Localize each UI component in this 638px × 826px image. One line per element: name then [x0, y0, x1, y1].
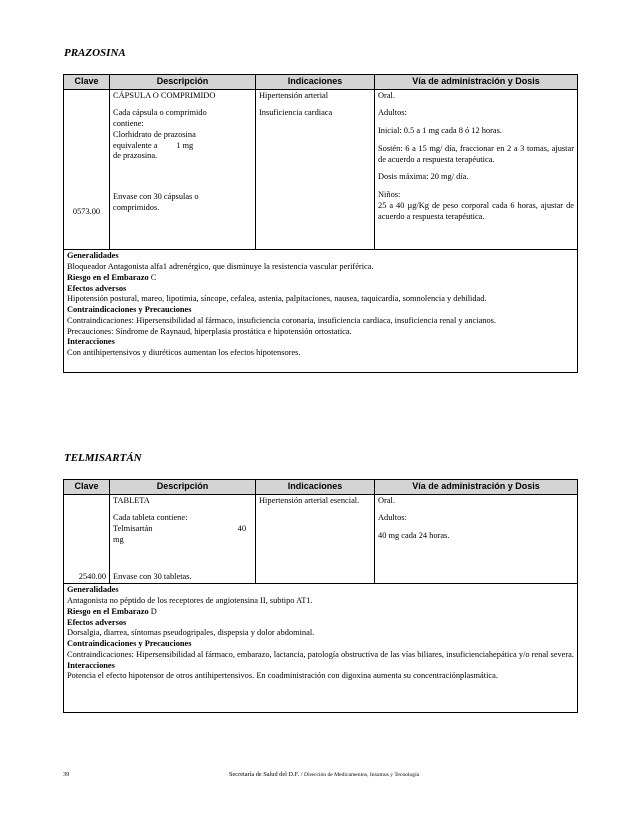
riesgo-value: C	[150, 272, 157, 282]
indication-item: Insuficiencia cardiaca	[259, 108, 333, 118]
general-info-row	[64, 584, 578, 713]
drug-table-telmisartan	[63, 479, 578, 713]
page-number: 39	[63, 771, 70, 778]
indications-cell	[256, 494, 375, 584]
header-clave: Clave	[64, 480, 110, 495]
interacciones-label: Interacciones	[67, 660, 115, 670]
dosage-line: Adultos:	[378, 513, 407, 523]
envase-line: Envase con 30 tabletas.	[113, 571, 192, 581]
contra-text: Contraindicaciones: Hipersensibilidad al fármaco, embarazo, lactancia, patología obstructiva de las vías biliares, insuficienciahepática y/o renal severa.	[67, 649, 574, 659]
drug-title-prazosina: PRAZOSINA	[64, 47, 126, 59]
table-row	[64, 89, 578, 250]
header-indicaciones: Indicaciones	[256, 480, 375, 495]
table-header-row	[64, 480, 578, 495]
clave-cell: 2540.00	[64, 494, 110, 584]
dosage-line: Oral.	[378, 90, 395, 100]
efectos-text: Dorsalgia, diarrea, síntomas pseudogripales, dispepsia y dolor abdominal.	[67, 628, 315, 638]
description-cell	[110, 494, 256, 584]
precauciones-text: Precauciones: Síndrome de Raynaud, hiperplasia prostática e hipotensión ortostatica.	[67, 326, 352, 336]
composition-line: Cada cápsula o comprimido	[113, 108, 207, 118]
table-row	[64, 494, 578, 584]
drug-table-prazosina	[63, 74, 578, 373]
generalidades-text: Antagonista no péptido de los receptores de angiotensina II, subtipo AT1.	[67, 596, 313, 606]
riesgo-line	[67, 273, 574, 284]
riesgo-line	[67, 607, 574, 618]
header-via: Vía de administración y Dosis	[375, 75, 578, 90]
dosage-cell	[375, 494, 578, 584]
efectos-label: Efectos adversos	[67, 617, 127, 627]
form-text: CÁPSULA O COMPRIMIDO	[113, 90, 216, 100]
composition-line: Cada tableta contiene:	[113, 513, 188, 523]
drug-title-telmisartan: TELMISARTÁN	[64, 452, 142, 464]
generalidades-text: Bloqueador Antagonista alfa1 adrenérgico, que disminuye la resistencia vascular periférica.	[67, 262, 374, 272]
composition-block	[113, 108, 252, 162]
header-clave: Clave	[64, 75, 110, 90]
composition-line: de prazosina.	[113, 151, 158, 161]
envase-block	[113, 192, 252, 214]
generalidades-label: Generalidades	[67, 251, 119, 261]
dosage-line: Oral.	[378, 495, 395, 505]
composition-block	[113, 513, 252, 545]
header-descripcion: Descripción	[110, 480, 256, 495]
interacciones-text: Potencia el efecto hipotensor de otros antihipertensivos. En coadministración con digoxina aumenta su concentraciónplasmática.	[67, 671, 498, 681]
composition-amount: 40	[237, 524, 246, 534]
composition-drug: Telmisartán	[113, 524, 153, 534]
indications-cell	[256, 89, 375, 250]
contra-label: Contraindicaciones y Precauciones	[67, 305, 192, 315]
envase-line: comprimidos.	[113, 202, 160, 212]
header-descripcion: Descripción	[110, 75, 256, 90]
header-via: Vía de administración y Dosis	[375, 480, 578, 495]
generalidades-label: Generalidades	[67, 585, 119, 595]
efectos-text: Hipotensión postural, mareo, lipotimia, síncope, cefalea, astenia, palpitaciones, nausea, taquicardia, somnolencia y debilidad.	[67, 294, 487, 304]
dosage-line: Sostén: 6 a 15 mg/ día, fraccionar en 2 a 3 tomas, ajustar de acuerdo a respuesta terapéutica.	[378, 143, 574, 164]
header-indicaciones: Indicaciones	[256, 75, 375, 90]
indication-item: Hipertensión arterial	[259, 90, 329, 100]
general-info-cell	[64, 250, 578, 373]
dosage-line: Niños: 25 a 40 µg/Kg de peso corporal cada 6 horas, ajustar de acuerdo a respuesta terapéutica.	[378, 190, 574, 221]
contra-text: Contraindicaciones: Hipersensibilidad al fármaco, insuficiencia coronaria, insuficiencia cardiaca, insuficiencia renal y ancianos.	[67, 315, 497, 325]
dosage-line: Inicial: 0.5 a 1 mg cada 8 ó 12 horas.	[378, 126, 502, 136]
contra-label: Contraindicaciones y Precauciones	[67, 639, 192, 649]
efectos-label: Efectos adversos	[67, 283, 127, 293]
general-info-row	[64, 250, 578, 373]
interacciones-text: Con antihipertensivos y diuréticos aumentan los efectos hipotensores.	[67, 348, 301, 358]
dosage-line: 40 mg cada 24 horas.	[378, 531, 450, 541]
dosage-line: Adultos:	[378, 108, 407, 118]
composition-line: equivalente a 1 mg	[113, 140, 194, 150]
dosage-cell	[375, 89, 578, 250]
interacciones-label: Interacciones	[67, 337, 115, 347]
riesgo-label: Riesgo en el Embarazo	[67, 606, 149, 616]
description-cell	[110, 89, 256, 250]
general-info-cell	[64, 584, 578, 713]
form-text: TABLETA	[113, 495, 150, 505]
riesgo-label: Riesgo en el Embarazo	[67, 272, 149, 282]
table-header-row	[64, 75, 578, 90]
envase-line: Envase con 30 cápsulas o	[113, 192, 199, 202]
dosage-line: Dosis máxima: 20 mg/ día.	[378, 172, 469, 182]
footer-institution	[229, 771, 419, 778]
composition-dose-line	[113, 524, 252, 535]
composition-unit: mg	[113, 534, 124, 544]
composition-line: Clorhidrato de prazosina	[113, 129, 196, 139]
footer-secretaria: Secretaría de Salud del D.F. /	[229, 771, 303, 778]
clave-cell: 0573.00	[64, 89, 110, 250]
composition-line: contiene:	[113, 119, 144, 129]
riesgo-value: D	[150, 606, 157, 616]
footer-direccion: Dirección de Medicamentos, Insumos y Tecnología	[304, 772, 420, 778]
indication-item: Hipertensión arterial esencial.	[259, 495, 360, 505]
